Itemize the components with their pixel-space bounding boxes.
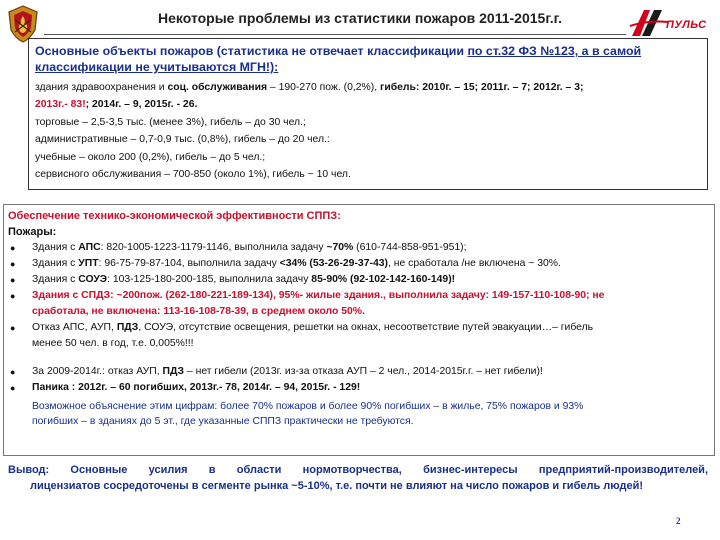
soue-percent: 85-90% (92-102-142-160-149)! bbox=[311, 274, 456, 285]
objects-line-administrative: административные – 0,7-0,9 тыс. (0,8%), гибель – до 20 чел.: bbox=[35, 134, 330, 146]
explanation-paragraph bbox=[8, 399, 710, 429]
list-item-aps bbox=[8, 240, 710, 256]
explanation-line-1: Возможное объяснение этим цифрам: более 70% пожаров и более 90% погибших – в жилье, 75% пожаров и 93% bbox=[32, 401, 584, 412]
objects-line-deaths-years bbox=[35, 96, 701, 113]
aps-label: АПС bbox=[78, 242, 101, 253]
objects-line-trade: торговые – 2,5-3,5 тыс. (менее 3%), гибель – до 30 чел.; bbox=[35, 116, 306, 128]
title-divider bbox=[44, 34, 626, 35]
soue-counts: : 103-125-180-200-185, выполнила задачу bbox=[107, 274, 312, 285]
aps-prefix: Здания с bbox=[32, 242, 79, 253]
objects-heading-part-2: по ст.32 ФЗ №123, а в самой классификации не учитываются МГН!): bbox=[35, 44, 642, 74]
summary-bullet-list bbox=[8, 364, 710, 396]
pdz-label: ПДЗ bbox=[116, 322, 139, 333]
conclusion bbox=[8, 462, 708, 494]
objects-line-educational: учебные – около 200 (0,2%), гибель – до 5 чел.; bbox=[35, 151, 266, 163]
list-item-panic: ● Паника : 2012г. – 60 погибших, 2013г.- 78, 2014г. – 94, 2015г. - 129! bbox=[8, 380, 710, 396]
upt-label: УПТ bbox=[78, 258, 99, 269]
upt-counts: : 96-75-79-87-104, выполнила задачу bbox=[98, 258, 280, 269]
aps-details: (610-744-858-951-951); bbox=[353, 242, 467, 253]
spdz-line-2: сработала, не включена: 113-16-108-78-39, в среднем около 50%. bbox=[32, 306, 365, 317]
page-title: Некоторые проблемы из статистики пожаров 2011-2015г.г. bbox=[158, 10, 562, 26]
list-item-aup-failure bbox=[8, 364, 710, 380]
logo-text: ПУЛЬС bbox=[666, 19, 707, 31]
list-item-spdz bbox=[8, 288, 710, 320]
healthcare-deaths: гибель: 2010г. – 15; 2011г. – 7; 2012г. – 3; bbox=[380, 82, 584, 93]
social-service-text: соц. обслуживания bbox=[167, 82, 268, 93]
failures-prefix: Отказ АПС, АУП, bbox=[32, 322, 117, 333]
failures-deaths: менее 50 чел. в год, т.е. 0,005%!!! bbox=[32, 338, 194, 349]
aps-percent: ~70% bbox=[326, 242, 354, 253]
explanation-line-2: погибших – в зданиях до 5 эт., где указанные СППЗ практически не требуются. bbox=[32, 416, 414, 427]
objects-heading bbox=[35, 43, 701, 75]
healthcare-counts: – 190-270 пож. (0,2%), bbox=[267, 82, 380, 93]
failures-text: , СОУЭ, отсутствие освещения, решетки на окнах, несоответствие путей эвакуации…– гибель bbox=[138, 322, 594, 333]
objects-list bbox=[35, 79, 701, 183]
aup-text: – нет гибели (2013г. из-за отказа АУП – 2 чел., 2014-2015г.г. – нет гибели)! bbox=[184, 366, 543, 377]
deaths-2014-2015: ; 2014г. – 9, 2015г. - 26. bbox=[85, 99, 198, 111]
fire-objects-box bbox=[28, 38, 708, 190]
list-item-soue bbox=[8, 272, 710, 288]
list-item-failures bbox=[8, 320, 710, 352]
conclusion-line-1: Вывод: Основные усилия в области нормотворчества, бизнес-интересы предприятий-производителей, bbox=[8, 464, 708, 476]
spdz-line-1: Здания с СПДЗ: ~200пож. (262-180-221-189-134), 95%- жилые здания., выполнила задачу: 149-157-110-108-90; не bbox=[32, 290, 605, 301]
aps-counts: : 820-1005-1223-1179-1146, выполнила задачу bbox=[100, 242, 327, 253]
objects-line-healthcare bbox=[35, 79, 701, 96]
page-number: 2 bbox=[676, 516, 681, 526]
fires-label: Пожары: bbox=[8, 226, 57, 238]
efficiency-box bbox=[3, 204, 715, 456]
aup-pdz-label: ПДЗ bbox=[162, 366, 185, 377]
deaths-2013: 2013г.- 83! bbox=[35, 99, 86, 111]
upt-percent: <34% (53-26-29-37-43) bbox=[279, 258, 388, 269]
objects-heading-part-1: Основные объекты пожаров (статистика не отвечает классификации bbox=[35, 44, 468, 58]
aup-prefix: За 2009-2014г.: отказ АУП, bbox=[32, 366, 163, 377]
conclusion-line-2: лицензиатов сосредоточены в сегменте рынка ~5-10%, т.е. почти не влияют на число пожаров и гибель людей! bbox=[30, 480, 644, 492]
soue-prefix: Здания с bbox=[32, 274, 79, 285]
upt-details: , не сработала /не включена ~ 30%. bbox=[387, 258, 561, 269]
objects-line-service: сервисного обслуживания – 700-850 (около 1%), гибель ~ 10 чел. bbox=[35, 169, 351, 181]
healthcare-text: здания здравоохранения и bbox=[35, 82, 168, 93]
soue-label: СОУЭ bbox=[78, 274, 108, 285]
efficiency-title: Обеспечение технико-экономической эффективности СППЗ: bbox=[8, 210, 341, 222]
list-item-upt bbox=[8, 256, 710, 272]
upt-prefix: Здания с bbox=[32, 258, 79, 269]
fires-bullet-list bbox=[8, 240, 710, 352]
